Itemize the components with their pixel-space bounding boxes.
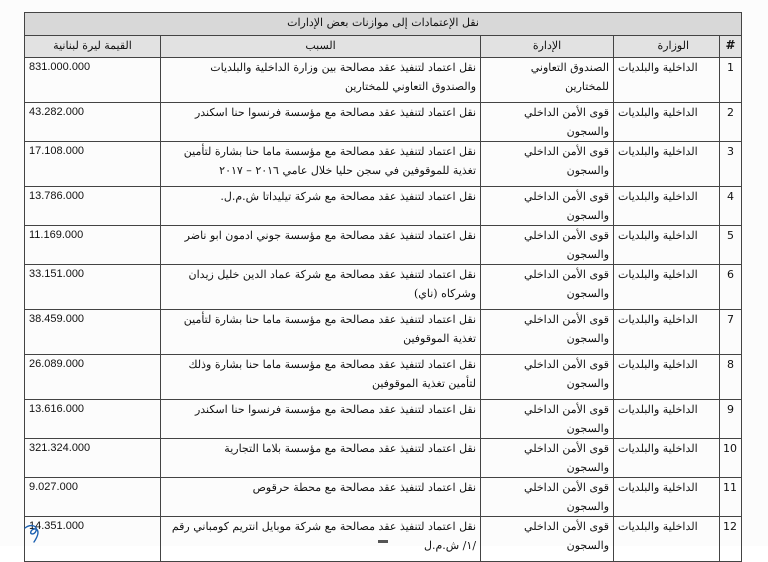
- cell-administration: الصندوق التعاوني للمختارين: [481, 58, 614, 103]
- row-number: 5: [720, 226, 742, 265]
- cell-ministry: الداخلية والبلديات: [614, 58, 720, 103]
- table-row: [25, 187, 742, 226]
- cell-administration: قوى الأمن الداخلي والسجون: [481, 400, 614, 439]
- header-value: القيمة ليرة لبنانية: [25, 36, 161, 58]
- row-number: 9: [720, 400, 742, 439]
- signature-mark: [22, 522, 50, 544]
- cell-value: 13.786.000: [25, 187, 161, 226]
- table-row: [25, 400, 742, 439]
- cell-value: 14.351.000: [25, 517, 161, 562]
- cell-ministry: الداخلية والبلديات: [614, 355, 720, 400]
- row-number: 3: [720, 142, 742, 187]
- budget-transfer-table: [24, 12, 742, 562]
- cell-administration: قوى الأمن الداخلي والسجون: [481, 103, 614, 142]
- cell-reason: نقل اعتماد لتنفيذ عقد مصالحة مع مؤسسة ماما حنا بشارة لتأمين تغذية للموقوفين في سجن حليا خلال عامي ٢٠١٦ – ٢٠١٧: [161, 142, 481, 187]
- table-row: [25, 439, 742, 478]
- cell-ministry: الداخلية والبلديات: [614, 517, 720, 562]
- cell-value: 43.282.000: [25, 103, 161, 142]
- row-number: 7: [720, 310, 742, 355]
- cell-reason: نقل اعتماد لتنفيذ عقد مصالحة مع شركة موبايل انتريم كومباني رقم /١/ ش.م.ل: [161, 517, 481, 562]
- cell-administration: قوى الأمن الداخلي والسجون: [481, 517, 614, 562]
- row-number: 12: [720, 517, 742, 562]
- cell-administration: قوى الأمن الداخلي والسجون: [481, 142, 614, 187]
- table-title-row: [25, 13, 742, 36]
- row-number: 11: [720, 478, 742, 517]
- cell-administration: قوى الأمن الداخلي والسجون: [481, 439, 614, 478]
- cell-value: 13.616.000: [25, 400, 161, 439]
- table-row: [25, 226, 742, 265]
- row-number: 8: [720, 355, 742, 400]
- cell-value: 26.089.000: [25, 355, 161, 400]
- header-reason: السبب: [161, 36, 481, 58]
- cell-reason: نقل اعتماد لتنفيذ عقد مصالحة مع مؤسسة ماما حنا بشارة لتأمين تغذية الموقوفين: [161, 310, 481, 355]
- cell-reason: نقل اعتماد لتنفيذ عقد مصالحة بين وزارة الداخلية والبلديات والصندوق التعاوني للمختارين: [161, 58, 481, 103]
- table-row: [25, 355, 742, 400]
- cell-value: 831.000.000: [25, 58, 161, 103]
- cell-ministry: الداخلية والبلديات: [614, 187, 720, 226]
- cell-reason: نقل اعتماد لتنفيذ عقد مصالحة مع مؤسسة ماما حنا بشارة وذلك لتأمين تغذية الموقوفين: [161, 355, 481, 400]
- cell-reason: نقل اعتماد لتنفيذ عقد مصالحة مع شركة عماد الدين خليل زيدان وشركاه (ناي): [161, 265, 481, 310]
- table-row: [25, 478, 742, 517]
- cell-value: 321.324.000: [25, 439, 161, 478]
- table-row: [25, 265, 742, 310]
- cell-value: 33.151.000: [25, 265, 161, 310]
- header-ministry: الوزارة: [614, 36, 720, 58]
- table-row: [25, 142, 742, 187]
- cell-reason: نقل اعتماد لتنفيذ عقد مصالحة مع مؤسسة بلاما التجارية: [161, 439, 481, 478]
- table-title: نقل الإعتمادات إلى موازنات بعض الإدارات: [25, 13, 742, 36]
- row-number: 6: [720, 265, 742, 310]
- header-administration: الإدارة: [481, 36, 614, 58]
- cell-ministry: الداخلية والبلديات: [614, 478, 720, 517]
- row-number: 2: [720, 103, 742, 142]
- cell-reason: نقل اعتماد لتنفيذ عقد مصالحة مع محطة حرقوص: [161, 478, 481, 517]
- cell-administration: قوى الأمن الداخلي والسجون: [481, 226, 614, 265]
- table-row: [25, 517, 742, 562]
- row-number: 4: [720, 187, 742, 226]
- page-footer-mark: [378, 540, 388, 543]
- header-num: #: [720, 36, 742, 58]
- table-row: [25, 310, 742, 355]
- cell-ministry: الداخلية والبلديات: [614, 103, 720, 142]
- cell-administration: قوى الأمن الداخلي والسجون: [481, 265, 614, 310]
- cell-ministry: الداخلية والبلديات: [614, 439, 720, 478]
- cell-ministry: الداخلية والبلديات: [614, 265, 720, 310]
- cell-reason: نقل اعتماد لتنفيذ عقد مصالحة مع مؤسسة فرنسوا حنا اسكندر: [161, 103, 481, 142]
- cell-value: 11.169.000: [25, 226, 161, 265]
- table-header-row: [25, 36, 742, 58]
- cell-reason: نقل اعتماد لتنفيذ عقد مصالحة مع مؤسسة فرنسوا حنا اسكندر: [161, 400, 481, 439]
- table-body: [25, 58, 742, 562]
- cell-administration: قوى الأمن الداخلي والسجون: [481, 478, 614, 517]
- cell-value: 17.108.000: [25, 142, 161, 187]
- cell-administration: قوى الأمن الداخلي والسجون: [481, 187, 614, 226]
- cell-ministry: الداخلية والبلديات: [614, 142, 720, 187]
- cell-administration: قوى الأمن الداخلي والسجون: [481, 355, 614, 400]
- cell-value: 38.459.000: [25, 310, 161, 355]
- table-row: [25, 58, 742, 103]
- cell-ministry: الداخلية والبلديات: [614, 226, 720, 265]
- table-row: [25, 103, 742, 142]
- cell-ministry: الداخلية والبلديات: [614, 310, 720, 355]
- cell-ministry: الداخلية والبلديات: [614, 400, 720, 439]
- cell-reason: نقل اعتماد لتنفيذ عقد مصالحة مع شركة تيليداتا ش.م.ل.: [161, 187, 481, 226]
- cell-reason: نقل اعتماد لتنفيذ عقد مصالحة مع مؤسسة جوني ادمون ابو ناضر: [161, 226, 481, 265]
- row-number: 10: [720, 439, 742, 478]
- row-number: 1: [720, 58, 742, 103]
- cell-value: 9.027.000: [25, 478, 161, 517]
- cell-administration: قوى الأمن الداخلي والسجون: [481, 310, 614, 355]
